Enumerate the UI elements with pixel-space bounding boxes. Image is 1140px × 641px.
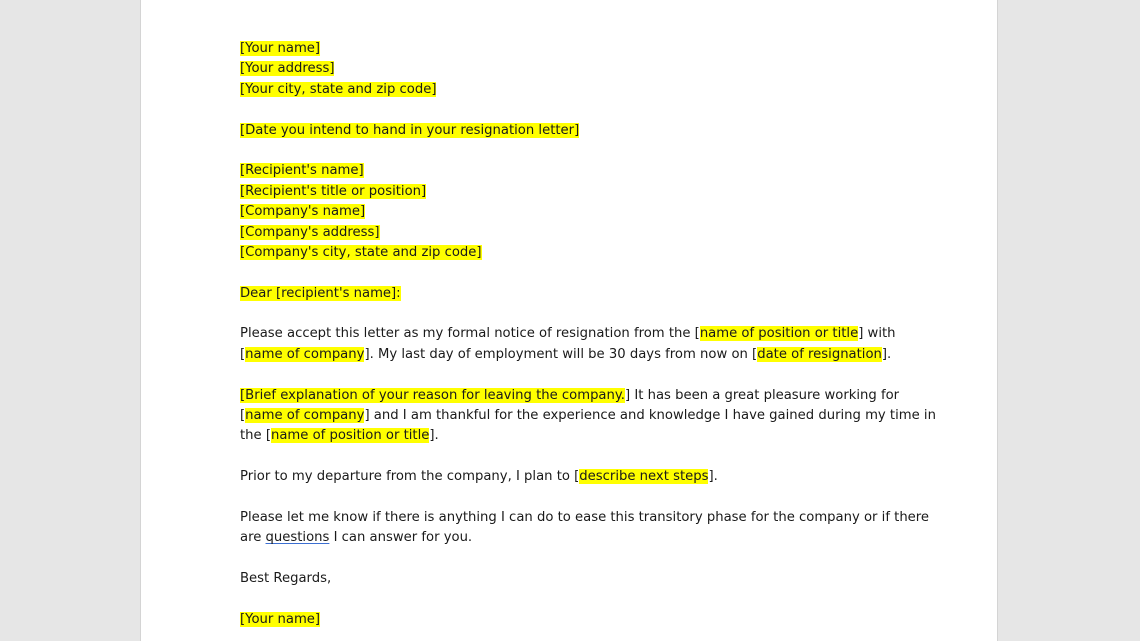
salutation: Dear [recipient's name]:	[240, 285, 401, 301]
grammar-flag-word[interactable]: questions	[265, 530, 330, 546]
sender-address: Your address	[245, 61, 330, 77]
next-steps-placeholder: describe next steps	[579, 469, 709, 485]
closing-line: Best Regards,	[240, 571, 332, 587]
paragraph-4-line-2: are questions I can answer for you.	[240, 530, 473, 546]
company-city: Company's city, state and zip code	[245, 244, 477, 260]
company-city-line: [Company's city, state and zip code]	[240, 244, 482, 260]
paragraph-3-line-1: Prior to my departure from the company, I plan to [describe next steps].	[240, 469, 718, 485]
company-name: Company's name	[245, 204, 360, 220]
sender-name: Your name	[245, 41, 315, 56]
sender-name-line: [Your name]	[240, 41, 321, 56]
company-address: Company's address	[245, 224, 375, 240]
paragraph-1-line-2: [name of company]. My last day of employment will be 30 days from now on [date of resignation].	[240, 346, 892, 362]
sender-address-line: [Your address]	[240, 61, 335, 77]
reason-placeholder: Brief explanation of your reason for leaving the company.	[245, 387, 625, 403]
sender-city-line: [Your city, state and zip code]	[240, 81, 437, 97]
company-placeholder: name of company	[245, 346, 365, 362]
letter-body[interactable]	[240, 39, 936, 630]
paragraph-2-line-2: [name of company] and I am thankful for the experience and knowledge I have gained during my time in	[240, 408, 936, 424]
paragraph-2-line-1: [Brief explanation of your reason for leaving the company.] It has been a great pleasure working for	[240, 387, 900, 403]
resignation-date-placeholder: date of resignation	[757, 346, 882, 362]
company-address-line: [Company's address]	[240, 224, 380, 240]
position-placeholder-2: name of position or title	[270, 428, 430, 444]
paragraph-4-line-1: Please let me know if there is anything I can do to ease this transitory phase for the company or if there	[240, 509, 930, 525]
recipient-name: Recipient's name	[245, 163, 359, 179]
sender-city: Your city, state and zip code	[245, 81, 432, 97]
paragraph-1-line-1: Please accept this letter as my formal notice of resignation from the [name of position or title] with	[240, 326, 896, 342]
paragraph-2-line-3: the [name of position or title].	[240, 428, 439, 444]
salutation-line	[240, 284, 900, 304]
signature-name: Your name	[245, 611, 315, 627]
document-page	[141, 0, 997, 641]
company-placeholder-2: name of company	[245, 408, 365, 424]
company-name-line: [Company's name]	[240, 204, 366, 220]
date-line: [Date you intend to hand in your resignation letter]	[240, 122, 580, 138]
position-placeholder: name of position or title	[699, 326, 859, 342]
recipient-name-line: [Recipient's name]	[240, 163, 364, 179]
recipient-title-line: [Recipient's title or position]	[240, 183, 427, 199]
recipient-title: Recipient's title or position	[245, 183, 422, 199]
signature-line: [Your name]	[240, 611, 321, 627]
date-field: Date you intend to hand in your resignation letter	[245, 122, 575, 138]
